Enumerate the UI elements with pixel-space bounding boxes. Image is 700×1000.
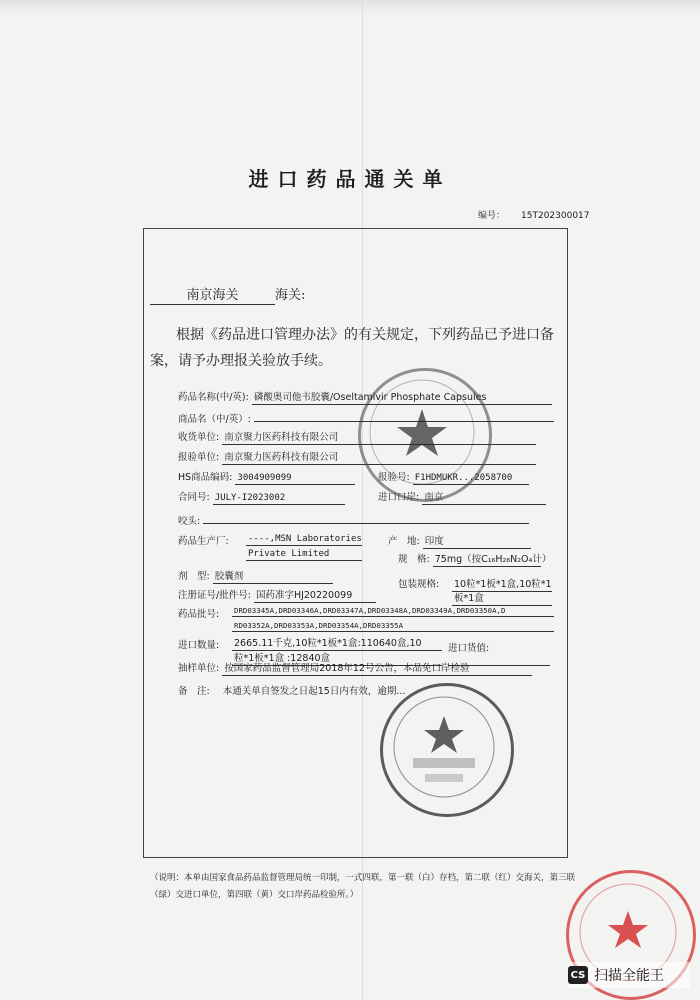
goods-value-label: 进口货值: [448, 643, 490, 654]
inspection-unit-value: 南京聚力医药科技有限公司 [222, 449, 536, 465]
document-title: 进口药品通关单 [248, 167, 452, 191]
drug-name-value: 磷酸奥司他韦胶囊/Oseltamivir Phosphate Capsules [252, 389, 552, 405]
field-packaging [398, 576, 439, 590]
field-batches [178, 606, 219, 620]
loading-port-label: 咬头: [178, 516, 201, 527]
field-dosage-form [178, 568, 333, 584]
scanner-app-badge [568, 962, 690, 988]
batches-value-line2: RD03352A,DRD03353A,DRD03354A,DRD03355A [232, 621, 554, 632]
manufacturer-value-line1: ----,MSN Laboratories [248, 534, 362, 544]
port-label: 进口口岸: [378, 492, 420, 503]
customs-suffix: 海关: [275, 288, 306, 303]
scanner-app-name: 扫描全能王 [594, 968, 664, 984]
field-hs-code [178, 469, 355, 485]
loading-port-value [203, 511, 529, 524]
registration-label: 注册证号/批件号: [178, 590, 251, 601]
trade-name-label: 商品名（中/英）: [178, 414, 251, 425]
quantity-value-line2: 粒*1板*1盒 :12840盒 [232, 650, 442, 666]
document-number-label: 编号： [478, 211, 506, 221]
consignee-label: 收货单位: [178, 432, 220, 443]
manufacturer-line-2 [246, 548, 362, 561]
field-quantity [178, 637, 219, 651]
sampling-unit-label: 抽样单位: [178, 663, 220, 674]
hs-right-label: 报验号: [378, 472, 410, 483]
spec-label: 规 格: [398, 554, 430, 565]
packaging-value-line1: 10粒*1板*1盒,10粒*1 [452, 576, 552, 592]
origin-value: 印度 [423, 533, 531, 549]
intro-paragraph: 根据《药品进口管理办法》的有关规定，下列药品已予进口备案，请予办理报关验放手续。 [150, 327, 554, 369]
hs-right-value: F1HDMUKR...2058700 [413, 473, 529, 485]
batches-label: 药品批号: [178, 609, 220, 620]
spec-value: 75mg（按C₁₆H₂₈N₂O₄计） [433, 551, 541, 567]
camscanner-icon: CS [568, 966, 588, 984]
batches-line-2 [232, 620, 554, 632]
hs-code-value: 3004909099 [235, 473, 355, 485]
field-spec [398, 551, 552, 567]
field-registration [178, 587, 376, 603]
field-goods-value [448, 640, 489, 654]
drug-name-label: 药品名称(中/英): [178, 392, 249, 403]
manufacturer-label: 药品生产厂: [178, 536, 229, 547]
document-number-value: 15T202300017 [521, 211, 590, 221]
dosage-form-value: 胶囊剂 [213, 568, 333, 584]
star-icon [361, 371, 483, 493]
footnote: （说明：本单由国家食品药品监督管理局统一印制，一式四联，第一联（白）存档，第二联（红）交海关，第三联（绿）交进口单位，第四联（黄）交口岸药品检验所。） [150, 873, 576, 900]
packaging-value-line2: 板*1盒 [452, 590, 552, 606]
batches-value-line1: DRD03345A,DRD03346A,DRD03347A,DRD03348A,DRD03349A,DRD03350A,D [232, 606, 554, 617]
manufacturer-line-1 [246, 533, 362, 546]
remarks-label: 备 注: [178, 686, 210, 697]
remarks-value: 本通关单自签发之日起15日内有效，逾期... [222, 686, 406, 697]
manufacturer-value-line2: Private Limited [246, 549, 362, 561]
customs-office-stamp [380, 683, 514, 817]
registration-value: 国药准字HJ20220099 [254, 587, 376, 603]
field-origin [388, 533, 531, 549]
packaging-line-2 [452, 590, 552, 606]
customs-name: 南京海关 [150, 284, 275, 305]
packaging-label: 包装规格: [398, 579, 440, 590]
field-manufacturer [178, 533, 229, 547]
field-loading-port [178, 511, 529, 527]
hs-code-label: HS商品编码: [178, 472, 233, 483]
customs-line [150, 284, 305, 305]
office-seal-icon [383, 686, 505, 808]
field-sampling-unit [178, 660, 532, 676]
quantity-line-1 [232, 635, 442, 651]
inspection-unit-label: 报验单位: [178, 452, 220, 463]
origin-label: 产 地: [388, 536, 420, 547]
contract-label: 合同号: [178, 492, 210, 503]
quantity-label: 进口数量: [178, 640, 220, 651]
consignee-value: 南京聚力医药科技有限公司 [222, 429, 536, 445]
dosage-form-label: 剂 型: [178, 571, 210, 582]
sampling-unit-value: 按国家药品监督管理局2018年12号公告，本品免口岸检验 [222, 660, 532, 676]
field-remarks [178, 683, 405, 697]
quantity-value-line1: 2665.11千克,10粒*1板*1盒:110640盒,10 [232, 635, 442, 651]
field-contract [178, 489, 345, 505]
port-value: 南京 [422, 489, 546, 505]
contract-value: JULY-I2023002 [213, 493, 345, 505]
scan-top-edge [0, 0, 700, 14]
batches-line-1 [232, 605, 554, 617]
company-seal-stamp [358, 368, 492, 502]
document-number [478, 208, 590, 221]
